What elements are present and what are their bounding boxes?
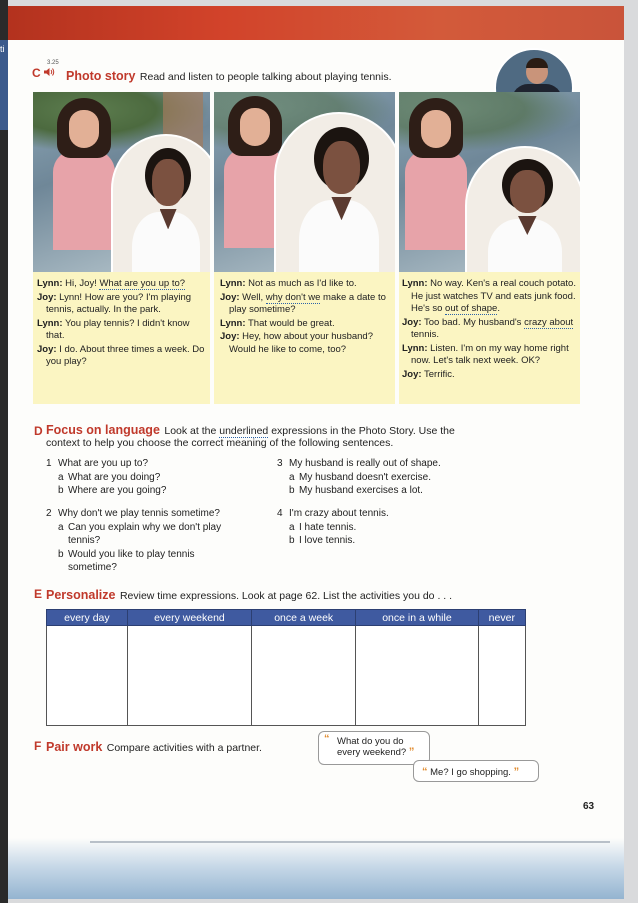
- left-binding-edge: [0, 0, 8, 903]
- dialog-line: Lynn: No way. Ken's a real couch potato. He just watches TV and eats junk food. He's so out of shape.: [402, 278, 576, 314]
- dialog-line: Joy: Well, why don't we make a date to play sometime?: [220, 291, 386, 315]
- section-d-instruction-line2: context to help you choose the correct meaning of the following sentences.: [46, 437, 394, 449]
- speech-bubble-question: [318, 731, 430, 765]
- bottom-rule: [90, 841, 610, 843]
- table-cell-once-a-week[interactable]: [252, 626, 356, 726]
- section-c-letter: C: [32, 66, 41, 80]
- bottom-edge: [8, 838, 624, 899]
- question-1: 1 What are you up to? a What are you doing? b Where are you going?: [46, 458, 167, 496]
- question-2: 2 Why don't we play tennis sometime? a Can you explain why we don't play tennis? b Would you like to play tennis sometime?: [46, 508, 222, 573]
- table-header: once a week: [252, 610, 356, 626]
- dialog-line: Lynn: Not as much as I'd like to.: [220, 278, 357, 289]
- section-c-title: Photo story: [66, 69, 136, 83]
- section-d-instruction: Look at the underlined expressions in the Photo Story. Use the: [164, 425, 455, 437]
- dialog-line: Lynn: Hi, Joy! What are you up to?: [37, 278, 186, 289]
- section-e-title: Personalize: [46, 588, 116, 602]
- close-quote-icon: ”: [513, 766, 520, 778]
- close-quote-icon: ”: [408, 746, 415, 758]
- section-e-heading: [46, 586, 452, 604]
- section-c-instruction: Read and listen to people talking about playing tennis.: [139, 71, 392, 83]
- section-d-title: Focus on language: [46, 423, 160, 437]
- section-d-heading: [46, 423, 566, 438]
- table-header: never: [478, 610, 525, 626]
- section-f-letter: F: [34, 739, 42, 753]
- dialog-line: Joy: Lynn! How are you? I'm playing tennis, actually. In the park.: [37, 291, 192, 315]
- table-header: every weekend: [127, 610, 251, 626]
- page-number: 63: [583, 801, 595, 812]
- dialog-line: Lynn: Listen. I'm on my way home right now. Let's talk next week. OK?: [402, 342, 569, 366]
- audio-track-number: 3.25: [47, 60, 59, 66]
- section-d-letter: D: [34, 424, 43, 438]
- photo-panel-1: [33, 92, 210, 272]
- dialog-line: Lynn: You play tennis? I didn't know that.: [37, 317, 190, 341]
- table-cell-every-weekend[interactable]: [127, 626, 251, 726]
- speech-bubble-answer: [413, 760, 539, 782]
- activity-table: [46, 609, 526, 726]
- section-f-instruction: Compare activities with a partner.: [106, 742, 262, 754]
- open-quote-icon: “: [422, 766, 428, 778]
- speech-text: every weekend? ”: [337, 746, 415, 758]
- dialog-line: Joy: Too bad. My husband's crazy about tennis.: [402, 316, 574, 340]
- question-3: 3 My husband is really out of shape. a My husband doesn't exercise. b My husband exercises a lot.: [277, 458, 441, 496]
- top-color-band: [8, 6, 624, 40]
- dialog-line: Joy: Hey, how about your husband? Would he like to come, too?: [220, 331, 373, 355]
- section-c-heading: [66, 67, 392, 85]
- dialog-line: Joy: Terrific.: [402, 368, 455, 380]
- dialog-column-1: [37, 278, 207, 370]
- speech-text: What do you do: [337, 736, 404, 747]
- audio-speaker-icon[interactable]: [43, 67, 55, 77]
- table-cell-once-in-a-while[interactable]: [356, 626, 478, 726]
- question-4: 4 I'm crazy about tennis. a I hate tennis. b I love tennis.: [277, 508, 389, 546]
- dialog-column-2: [220, 278, 392, 357]
- section-f-title: Pair work: [46, 740, 103, 754]
- dialog-line: Joy: I do. About three times a week. Do you play?: [37, 343, 205, 367]
- photo-panel-3: [399, 92, 580, 272]
- table-header: every day: [47, 610, 128, 626]
- table-cell-never[interactable]: [478, 626, 525, 726]
- dialog-line: Lynn: That would be great.: [220, 317, 335, 329]
- section-e-letter: E: [34, 587, 43, 601]
- section-e-instruction: Review time expressions. Look at page 62. List the activities you do . . .: [119, 590, 453, 602]
- dialog-column-3: [402, 278, 578, 382]
- open-quote-icon: “: [324, 733, 330, 745]
- side-tab-text: ti: [0, 44, 5, 54]
- section-f-heading: [46, 738, 262, 756]
- table-cell-every-day[interactable]: [47, 626, 128, 726]
- photo-panel-2: [214, 92, 395, 272]
- speech-text: Me? I go shopping.: [430, 767, 511, 778]
- table-header: once in a while: [356, 610, 478, 626]
